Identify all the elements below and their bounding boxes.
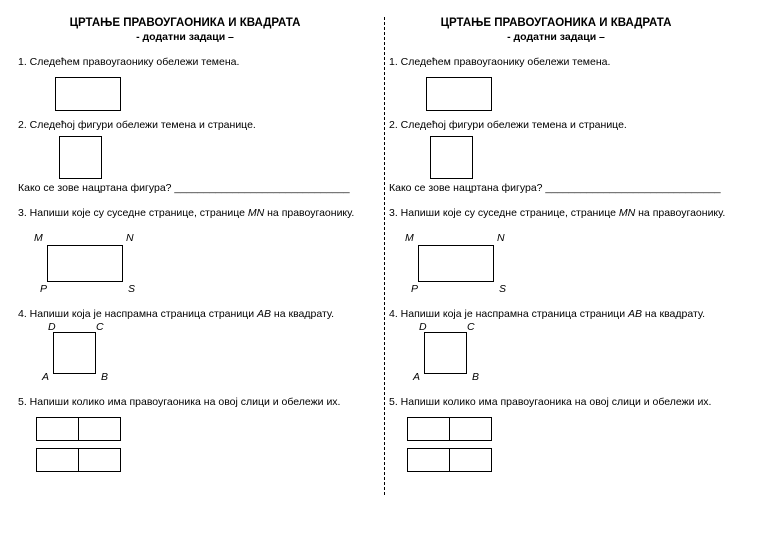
q4-segment-label: AB xyxy=(256,308,271,320)
worksheet-title: ЦРТАЊЕ ПРАВОУГАОНИКА И КВАДРАТА xyxy=(440,17,672,29)
q3-rectangle xyxy=(418,245,494,282)
q2-figure xyxy=(430,136,473,179)
q1-rectangle xyxy=(426,77,492,111)
worksheet-right xyxy=(371,0,741,543)
vertex-label-d: D xyxy=(48,321,56,333)
question-1: 1. Следећем правоугаонику обележи темена. xyxy=(18,56,240,68)
vertex-label-d: D xyxy=(419,321,427,333)
vertex-label-p: P xyxy=(411,283,419,295)
q3-text-end: на правоугаонику. xyxy=(264,207,355,219)
q4-segment-label: AB xyxy=(627,308,642,320)
question-2: 2. Следећој фигури обележи темена и странице. xyxy=(18,119,256,131)
q3-segment-label: MN xyxy=(618,207,636,219)
worksheet-title: ЦРТАЊЕ ПРАВОУГАОНИКА И КВАДРАТА xyxy=(69,17,301,29)
q5-divider-top xyxy=(78,417,79,441)
q4-square xyxy=(53,332,96,374)
vertex-label-a: A xyxy=(42,371,50,383)
q2-figure xyxy=(59,136,102,179)
vertex-label-c: C xyxy=(96,321,104,333)
q5-divider-top xyxy=(449,417,450,441)
question-5: 5. Напиши колико има правоугаоника на овој слици и обележи их. xyxy=(18,396,341,408)
vertex-label-n: N xyxy=(497,232,505,244)
question-2-followup: Како се зове нацртана фигура? ______________________________ xyxy=(18,182,350,194)
worksheet-subtitle: - додатни задаци – xyxy=(507,31,605,43)
q3-rectangle xyxy=(47,245,123,282)
q3-text-start: 3. Напиши које су суседне странице, странице xyxy=(389,207,619,219)
q4-text-start: 4. Напиши која је наспрамна страница страници xyxy=(389,308,628,320)
q3-text-end: на правоугаонику. xyxy=(635,207,726,219)
worksheet-left xyxy=(0,0,370,543)
q4-text-end: на квадрату. xyxy=(271,308,334,320)
question-4 xyxy=(389,308,705,320)
vertex-label-m: M xyxy=(34,232,43,244)
question-3 xyxy=(389,207,725,219)
question-4 xyxy=(18,308,334,320)
q3-text-start: 3. Напиши које су суседне странице, странице xyxy=(18,207,248,219)
question-2-followup: Како се зове нацртана фигура? ______________________________ xyxy=(389,182,721,194)
vertex-label-b: B xyxy=(101,371,109,383)
vertex-label-a: A xyxy=(413,371,421,383)
q3-segment-label: MN xyxy=(247,207,265,219)
vertex-label-s: S xyxy=(499,283,507,295)
worksheet-subtitle: - додатни задаци – xyxy=(136,31,234,43)
q4-square xyxy=(424,332,467,374)
q4-text-end: на квадрату. xyxy=(642,308,705,320)
q5-divider-bottom xyxy=(449,448,450,472)
question-2: 2. Следећој фигури обележи темена и странице. xyxy=(389,119,627,131)
q1-rectangle xyxy=(55,77,121,111)
q4-text-start: 4. Напиши која је наспрамна страница страници xyxy=(18,308,257,320)
question-3 xyxy=(18,207,354,219)
q5-divider-bottom xyxy=(78,448,79,472)
vertex-label-p: P xyxy=(40,283,48,295)
vertex-label-s: S xyxy=(128,283,136,295)
question-1: 1. Следећем правоугаонику обележи темена. xyxy=(389,56,611,68)
vertex-label-m: M xyxy=(405,232,414,244)
vertex-label-n: N xyxy=(126,232,134,244)
vertex-label-c: C xyxy=(467,321,475,333)
vertex-label-b: B xyxy=(472,371,480,383)
question-5: 5. Напиши колико има правоугаоника на овој слици и обележи их. xyxy=(389,396,712,408)
